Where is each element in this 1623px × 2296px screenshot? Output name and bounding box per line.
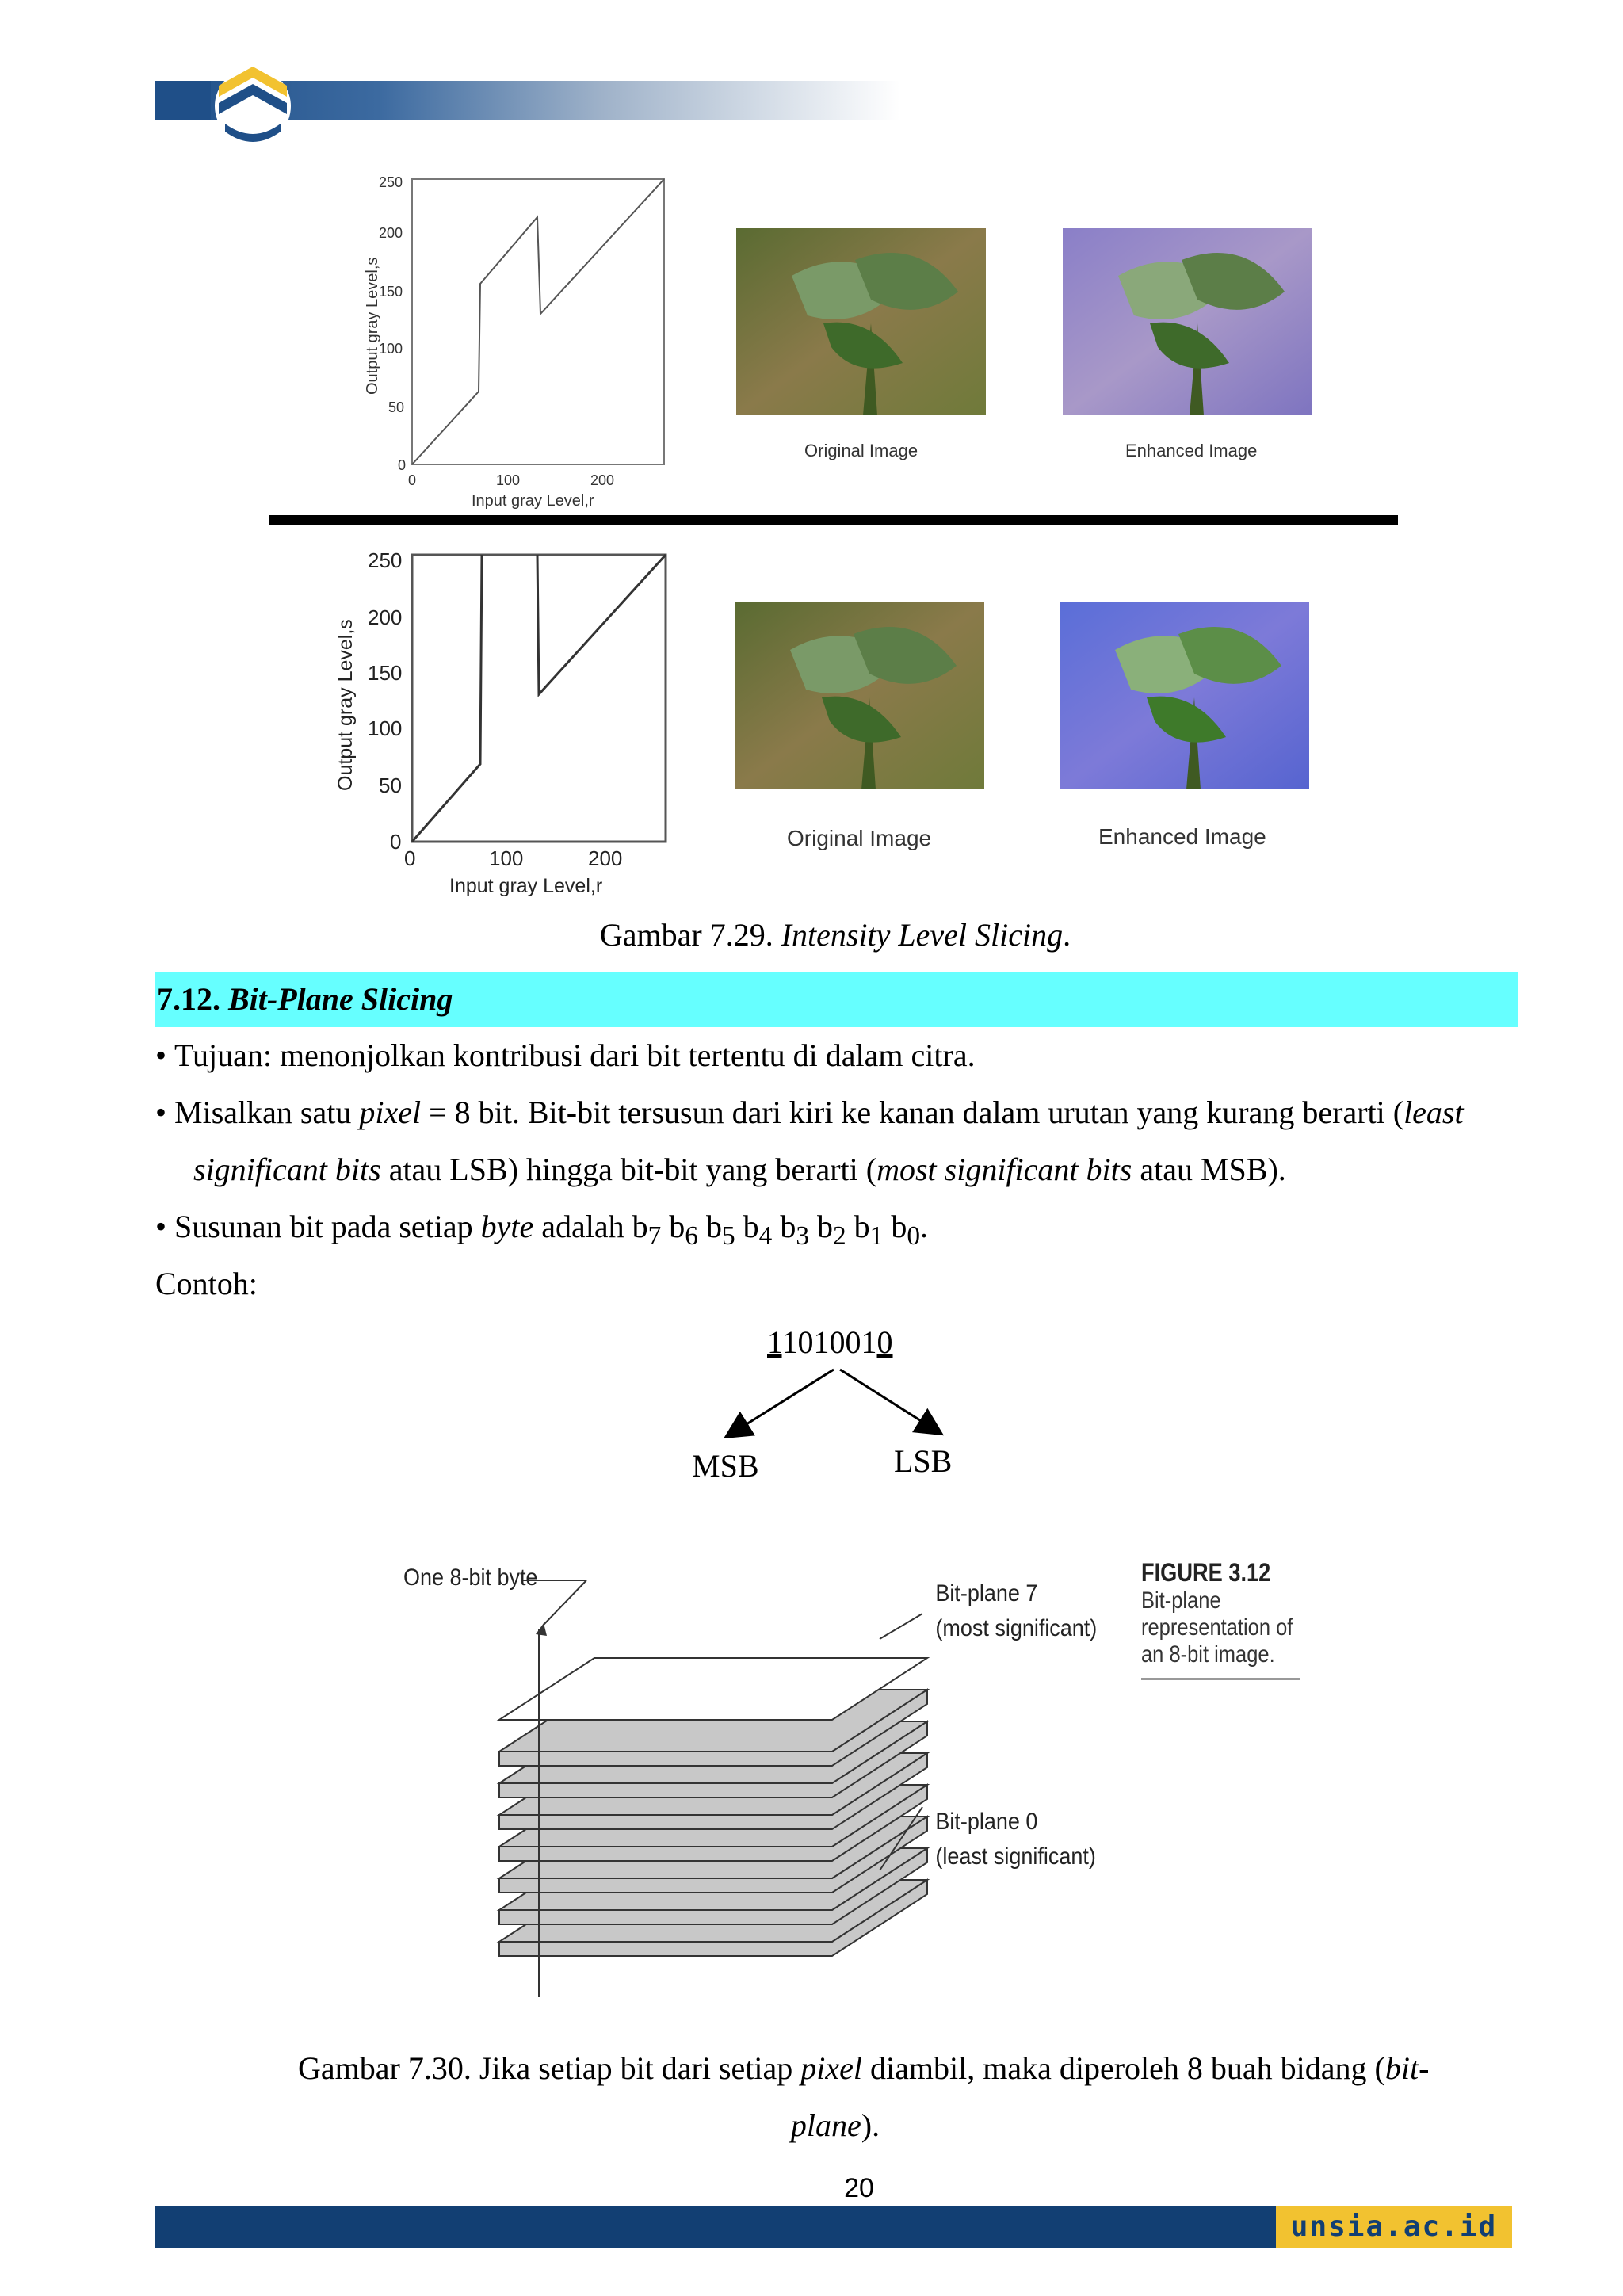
bottom-chart-xlabel: Input gray Level,r (449, 875, 603, 897)
top-chart-ytick: 150 (379, 284, 403, 300)
caption2-pixel: pixel (800, 2050, 863, 2086)
figure-title: FIGURE 3.12 (1141, 1558, 1271, 1587)
top-intensity-chart (349, 173, 674, 521)
top-chart-xtick: 100 (496, 472, 521, 488)
section-heading (155, 972, 453, 1027)
example-first-bit: 1 (767, 1324, 782, 1360)
bottom-original-label: Original Image (787, 826, 932, 850)
bottom-chart-ytick: 150 (368, 661, 403, 685)
bullet-2-cont (193, 1141, 1286, 1198)
top-chart-ytick: 0 (398, 457, 407, 473)
bottom-original-photo (735, 602, 984, 789)
university-chevron-logo (212, 62, 293, 147)
caption-italic: Intensity Level Slicing (781, 917, 1064, 953)
header-square (155, 81, 211, 120)
figure-desc-3: an 8-bit image. (1141, 1641, 1275, 1668)
plane0-desc: (least significant) (935, 1843, 1096, 1870)
bottom-chart-ytick: 250 (368, 548, 403, 572)
top-chart-xlabel: Input gray Level,r (472, 492, 594, 510)
figure-note-rule (1141, 1678, 1300, 1680)
bottom-chart-xtick: 200 (588, 846, 623, 870)
caption2-plane: plane (790, 2107, 861, 2143)
example-middle-bits: 101001 (781, 1324, 877, 1360)
figure-7-30-caption-line1 (298, 2050, 1429, 2087)
bullet-3-byte: byte (480, 1209, 534, 1244)
bullet-2-most: most significant bits (876, 1152, 1132, 1187)
bullet-2 (155, 1084, 1526, 1141)
section-number: 7.12. (157, 981, 228, 1017)
bottom-chart-xtick: 100 (489, 846, 524, 870)
bottom-chart-ytick: 100 (368, 716, 403, 740)
bullet-3-text-a: Susunan bit pada setiap (174, 1209, 481, 1244)
bottom-enhanced-photo (1060, 602, 1309, 789)
section-title: Bit-Plane Slicing (228, 981, 453, 1017)
caption-suffix: . (1063, 917, 1071, 953)
bottom-chart-ytick: 0 (390, 830, 402, 854)
footer-site-link[interactable]: unsia.ac.id (1290, 2210, 1498, 2243)
top-chart-ytick: 100 (379, 341, 403, 357)
figure-3-12-note (1141, 1558, 1300, 1680)
bottom-chart-ytick: 200 (368, 606, 403, 629)
bullet-dot: • (155, 1037, 175, 1073)
contoh-label: Contoh: (155, 1266, 258, 1301)
figure-desc-1: Bit-plane (1141, 1587, 1221, 1614)
caption2-bit: bit- (1384, 2050, 1430, 2086)
figure-desc-2: representation of (1141, 1614, 1293, 1641)
plane7-desc: (most significant) (935, 1614, 1098, 1642)
top-enhanced-label: Enhanced Image (1125, 441, 1258, 460)
bullet-2-text-c: atau LSB) hingga bit-bit yang berarti ( (380, 1152, 877, 1187)
bullet-2-pixel: pixel (359, 1095, 422, 1130)
top-original-photo (736, 228, 986, 415)
bullet-2-least: least (1403, 1095, 1464, 1130)
top-chart-ytick: 50 (388, 399, 405, 415)
bottom-enhanced-label: Enhanced Image (1098, 824, 1266, 849)
figure-7-29-caption (0, 916, 1623, 953)
example-arrows (713, 1365, 951, 1444)
figure-divider (269, 515, 1398, 525)
bottom-intensity-chart (327, 545, 675, 902)
plane7-label: Bit-plane 7 (935, 1580, 1038, 1607)
bullet-dot: • (155, 1209, 175, 1244)
bullet-2-text-d: atau MSB). (1132, 1152, 1286, 1187)
top-chart-ytick: 200 (379, 225, 403, 241)
bottom-chart-ytick: 50 (379, 774, 402, 797)
bottom-chart-ylabel: Output gray Level,s (334, 619, 357, 791)
caption2-text-a: Gambar 7.30. Jika setiap bit dari setiap (298, 2050, 801, 2086)
top-chart-ylabel: Output gray Level,s (364, 257, 381, 395)
page-number: 20 (844, 2173, 874, 2203)
bullet-3-text-b: adalah b (533, 1209, 648, 1244)
caption2-text-c: ). (861, 2107, 880, 2143)
bullet-3: • Susunan bit pada setiap byte adalah $b_7$ $b_6$ $b_5$ $b_4$ $b_3$ $b_2$ $b_1$ $b_0$. (155, 1209, 928, 1251)
top-chart-xtick: 0 (408, 472, 417, 488)
caption2-text-b: diambil, maka diperoleh 8 buah bidang ( (862, 2050, 1385, 2086)
caption-prefix: Gambar 7.29. (599, 917, 781, 953)
bullet-dot: • (155, 1095, 175, 1130)
top-chart-ytick: 250 (379, 174, 403, 190)
example-last-bit: 0 (876, 1324, 893, 1360)
bullet-2-significant: significant bits (193, 1152, 381, 1187)
top-original-label: Original Image (804, 441, 918, 460)
top-chart-xtick: 200 (590, 472, 615, 488)
bullet-1 (155, 1027, 976, 1084)
figure-7-30-caption-line2 (0, 2107, 1623, 2144)
bullet-2-text-b: = 8 bit. Bit-bit tersusun dari kiri ke kanan dalam urutan yang kurang berarti ( (421, 1095, 1404, 1130)
bottom-chart-xtick: 0 (404, 846, 416, 870)
byte-label: One 8-bit byte (403, 1564, 538, 1591)
lsb-label: LSB (894, 1443, 953, 1479)
plane0-label: Bit-plane 0 (935, 1808, 1038, 1836)
msb-label: MSB (692, 1448, 759, 1484)
bullet-1-text: Tujuan: menonjolkan kontribusi dari bit tertentu di dalam citra. (174, 1037, 976, 1073)
example-bits (767, 1324, 893, 1361)
bullet-2-text-a: Misalkan satu (174, 1095, 360, 1130)
top-enhanced-photo (1063, 228, 1312, 415)
